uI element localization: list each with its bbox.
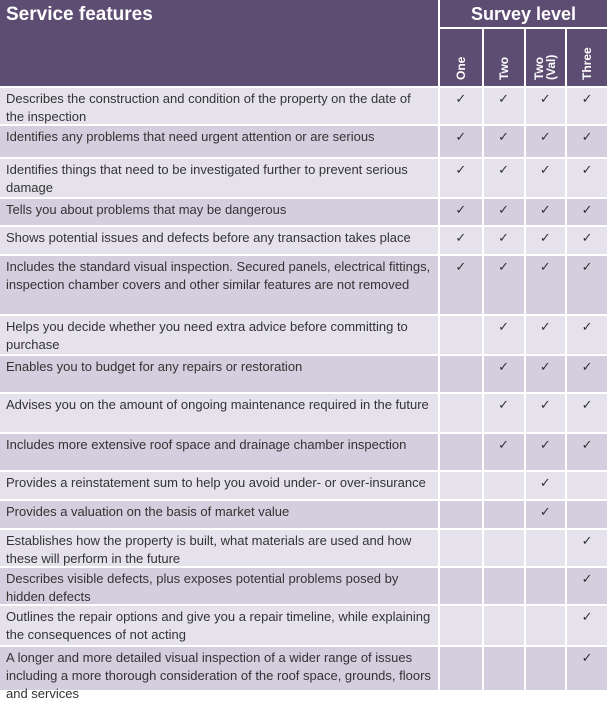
empty-cell [440,647,482,690]
check-icon: ✓ [440,199,482,225]
table-row [0,86,607,124]
empty-cell [440,356,482,392]
empty-cell [482,501,524,528]
check-icon: ✓ [524,227,566,254]
check-icon: ✓ [524,501,566,528]
feature-text: Describes visible defects, plus exposes potential problems posed by hidden defects [0,568,440,604]
check-icon: ✓ [565,227,607,254]
empty-cell [482,606,524,645]
column-label-three: Three [580,47,595,80]
check-cells [440,199,607,225]
empty-cell [524,647,566,690]
check-icon: ✓ [440,88,482,124]
check-icon: ✓ [565,159,607,197]
check-cells [440,256,607,314]
check-icon: ✓ [565,88,607,124]
check-icon: ✓ [524,256,566,314]
column-label-two: Two [496,56,511,80]
check-cells [440,568,607,604]
check-icon: ✓ [565,434,607,470]
column-label-one: One [453,56,468,80]
check-icon: ✓ [565,394,607,432]
check-icon: ✓ [565,606,607,645]
check-cells [440,88,607,124]
check-icon: ✓ [482,88,524,124]
feature-text: Tells you about problems that may be dangerous [0,199,440,225]
check-icon: ✓ [482,159,524,197]
empty-cell [440,501,482,528]
table-row [0,645,607,701]
check-icon: ✓ [524,199,566,225]
table-row [0,528,607,566]
feature-text: Includes the standard visual inspection. Secured panels, electrical fittings, inspection chamber covers and other similar features are not removed [0,256,440,314]
feature-text: Describes the construction and condition of the property on the date of the inspection [0,88,440,124]
survey-level-columns [440,29,607,86]
check-icon: ✓ [524,394,566,432]
check-cells [440,606,607,645]
empty-cell [524,530,566,566]
check-icon: ✓ [524,472,566,499]
check-icon: ✓ [482,356,524,392]
check-icon: ✓ [524,434,566,470]
empty-cell [440,472,482,499]
empty-cell [524,568,566,604]
feature-text: Identifies things that need to be investigated further to prevent serious damage [0,159,440,197]
table-row [0,225,607,254]
feature-text: Provides a valuation on the basis of market value [0,501,440,528]
feature-text: Helps you decide whether you need extra advice before committing to purchase [0,316,440,354]
feature-text: Enables you to budget for any repairs or restoration [0,356,440,392]
survey-level-header [440,0,607,86]
check-icon: ✓ [565,199,607,225]
empty-cell [440,434,482,470]
check-icon: ✓ [440,227,482,254]
feature-text: A longer and more detailed visual inspection of a wider range of issues including a more thorough consideration of the roof space, grounds, floors and services [0,647,440,690]
check-icon: ✓ [482,256,524,314]
feature-text: Outlines the repair options and give you a repair timeline, while explaining the consequences of not acting [0,606,440,645]
empty-cell [440,530,482,566]
check-icon: ✓ [565,530,607,566]
check-cells [440,227,607,254]
check-cells [440,159,607,197]
table-row [0,197,607,225]
check-icon: ✓ [482,126,524,157]
column-header-one [440,29,482,86]
feature-text: Identifies any problems that need urgent attention or are serious [0,126,440,157]
check-icon: ✓ [482,434,524,470]
empty-cell [440,568,482,604]
check-cells [440,126,607,157]
empty-cell [524,606,566,645]
check-icon: ✓ [440,256,482,314]
column-label-two-val: Two (Val) [532,54,559,80]
feature-text: Shows potential issues and defects before any transaction takes place [0,227,440,254]
feature-text: Establishes how the property is built, what materials are used and how these will perform in the future [0,530,440,566]
table-row [0,157,607,197]
check-icon: ✓ [524,159,566,197]
table-row [0,124,607,157]
check-icon: ✓ [524,316,566,354]
empty-cell [482,647,524,690]
service-features-heading: Service features [0,0,440,86]
check-icon: ✓ [524,356,566,392]
check-cells [440,394,607,432]
empty-cell [565,472,607,499]
empty-cell [440,606,482,645]
check-cells [440,501,607,528]
column-header-two-val [524,29,566,86]
table-row [0,604,607,645]
survey-level-heading: Survey level [440,0,607,29]
empty-cell [482,568,524,604]
table-row [0,470,607,499]
check-icon: ✓ [482,316,524,354]
check-icon: ✓ [482,227,524,254]
table-header [0,0,607,86]
column-header-three [565,29,607,86]
check-cells [440,356,607,392]
table-row [0,432,607,470]
check-cells [440,647,607,690]
empty-cell [482,530,524,566]
column-header-two [482,29,524,86]
feature-text: Provides a reinstatement sum to help you avoid under- or over-insurance [0,472,440,499]
check-cells [440,316,607,354]
check-cells [440,434,607,470]
check-icon: ✓ [565,647,607,690]
feature-text: Includes more extensive roof space and drainage chamber inspection [0,434,440,470]
table-row [0,499,607,528]
empty-cell [440,316,482,354]
empty-cell [482,472,524,499]
feature-text: Advises you on the amount of ongoing maintenance required in the future [0,394,440,432]
check-icon: ✓ [565,126,607,157]
check-icon: ✓ [482,394,524,432]
check-icon: ✓ [440,159,482,197]
table-row [0,566,607,604]
check-icon: ✓ [565,256,607,314]
table-row [0,354,607,392]
check-icon: ✓ [565,568,607,604]
check-icon: ✓ [565,356,607,392]
empty-cell [565,501,607,528]
empty-cell [440,394,482,432]
check-cells [440,472,607,499]
check-icon: ✓ [482,199,524,225]
check-icon: ✓ [524,126,566,157]
table-body [0,86,607,701]
check-icon: ✓ [524,88,566,124]
table-row [0,392,607,432]
check-icon: ✓ [565,316,607,354]
table-row [0,254,607,314]
check-cells [440,530,607,566]
table-row [0,314,607,354]
check-icon: ✓ [440,126,482,157]
